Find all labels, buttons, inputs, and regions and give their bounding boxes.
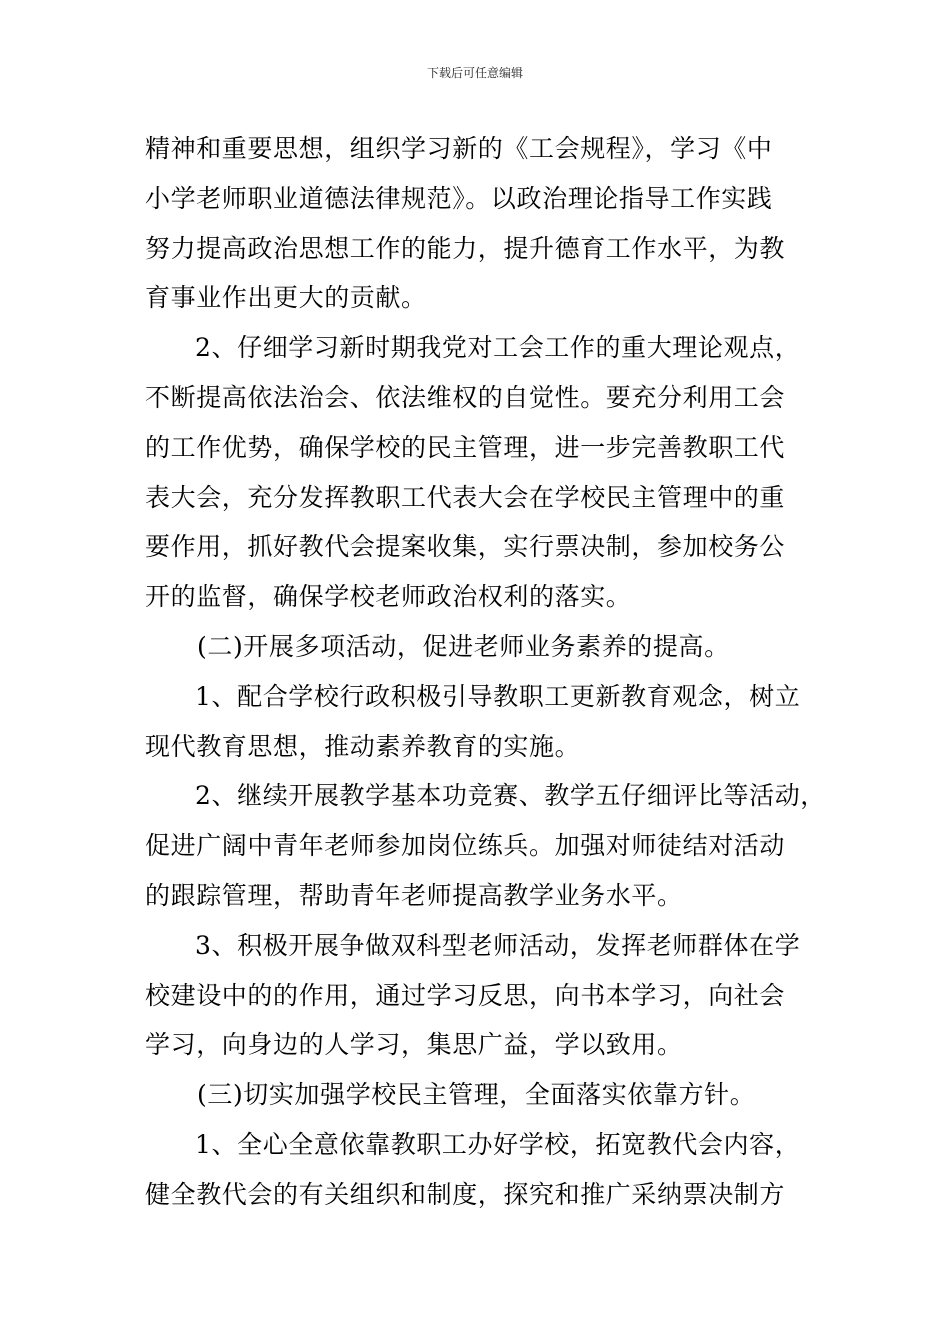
text-line: 学习，向身边的人学习，集思广益，学以致用。 [145, 1030, 683, 1060]
text-line: 努力提高政治思想工作的能力，提升德育工作水平，为教 [145, 233, 786, 263]
paragraph-start-line: 2、仔细学习新时期我党对工会工作的重大理论观点， [195, 333, 801, 363]
body-text [145, 124, 826, 1220]
text-line: 要作用，抓好教代会提案收集，实行票决制，参加校务公 [145, 532, 786, 562]
text-line: 健全教代会的有关组织和制度，探究和推广采纳票决制方 [145, 1179, 786, 1209]
page-header: 下载后可任意编辑 [426, 66, 523, 80]
text-line: 的跟踪管理，帮助青年老师提高教学业务水平。 [145, 880, 683, 910]
text-line: 的工作优势，确保学校的民主管理，进一步完善教职工代 [145, 432, 786, 462]
text-line: 表大会，充分发挥教职工代表大会在学校民主管理中的重 [145, 482, 786, 512]
text-line: 小学老师职业道德法律规范》。以政治理论指导工作实践 [145, 183, 773, 213]
paragraph-start-line: 2、继续开展教学基本功竞赛、教学五仔细评比等活动， [195, 781, 826, 811]
paragraph-start-line: 1、配合学校行政积极引导教职工更新教育观念，树立 [195, 681, 801, 711]
text-line: 育事业作出更大的贡献。 [145, 283, 427, 313]
section-heading: (三)切实加强学校民主管理，全面落实依靠方针。 [197, 1080, 756, 1110]
text-line: 现代教育思想，推动素养教育的实施。 [145, 731, 581, 761]
paragraph-start-line: 1、全心全意依靠教职工办好学校，拓宽教代会内容， [195, 1129, 801, 1159]
text-line: 不断提高依法治会、依法维权的自觉性。要充分利用工会 [145, 382, 786, 412]
section-heading: (二)开展多项活动，促进老师业务素养的提高。 [197, 631, 730, 661]
text-line: 开的监督，确保学校老师政治权利的落实。 [145, 582, 632, 612]
text-line: 精神和重要思想，组织学习新的《工会规程》，学习《中 [145, 134, 773, 163]
text-line: 校建设中的的作用，通过学习反思，向书本学习，向社会 [145, 980, 786, 1010]
text-line: 促进广阔中青年老师参加岗位练兵。加强对师徒结对活动 [145, 831, 786, 861]
paragraph-start-line: 3、积极开展争做双科型老师活动，发挥老师群体在学 [195, 930, 801, 960]
